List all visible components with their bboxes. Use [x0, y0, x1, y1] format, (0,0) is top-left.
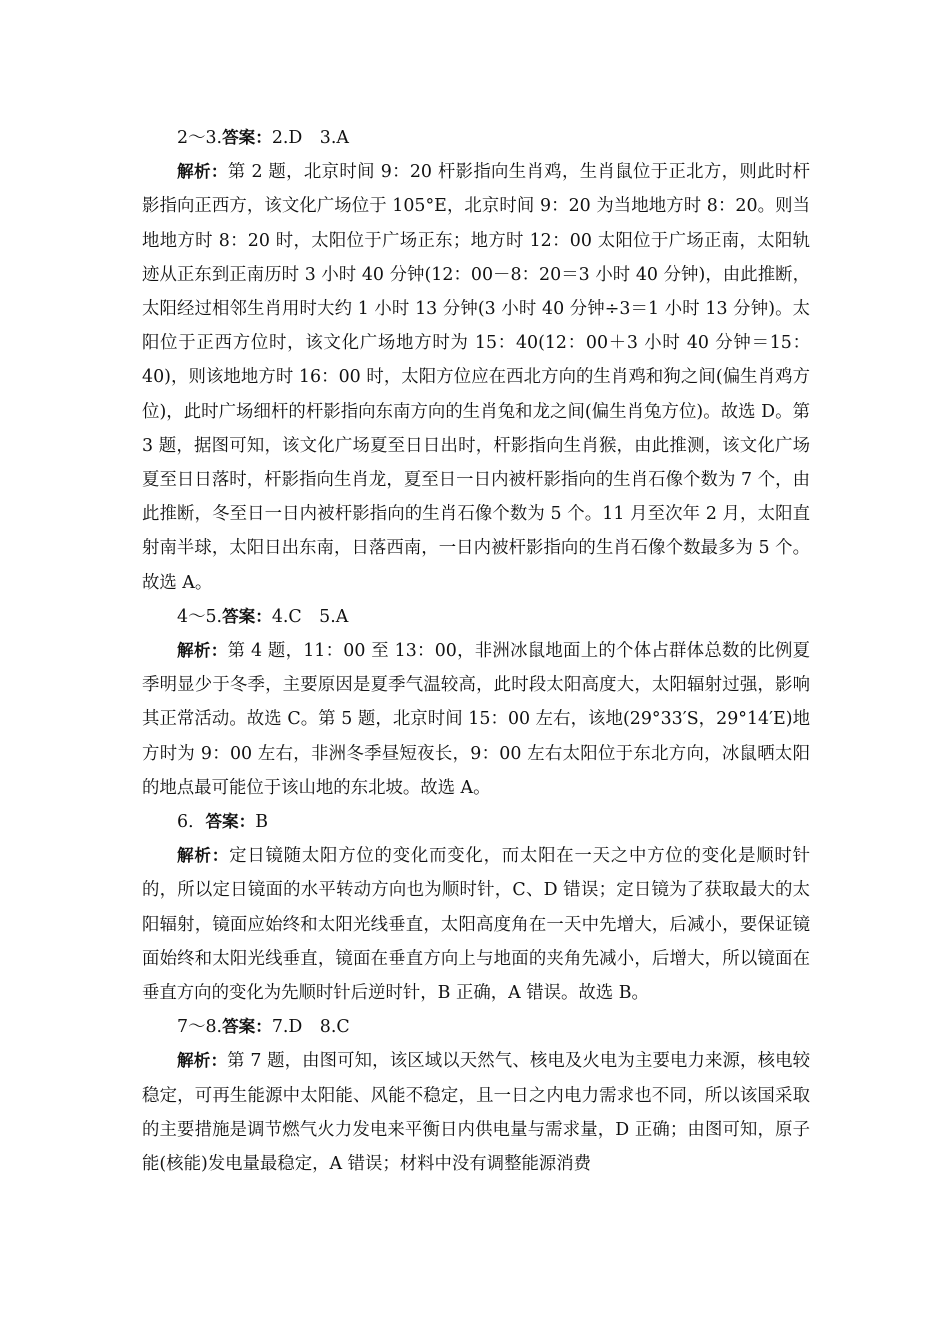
answer-value: 2.D 3.A: [271, 128, 349, 148]
answer-line-q6: [142, 805, 810, 839]
answer-label: 答案：: [205, 812, 256, 832]
answer-prefix: 6．: [177, 812, 206, 833]
answer-value: B: [255, 812, 269, 833]
answer-document: [142, 121, 810, 1181]
explanation-text: 第 2 题，北京时间 9：20 杆影指向生肖鸡，生肖鼠位于正北方，则此时杆影指向正西方，该文化广场位于 105°E，北京时间 9：20 为当地地方时 8：20。则当地地方时 8：20 时，太阳位于广场正东；地方时 12：00 太阳位于广场正南，太阳轨迹从正东到正南历时 3 小时 40 分钟(12：00－8：20＝3 小时 40 分钟)，由此推断，太阳经过相邻生肖用时大约 1 小时 13 分钟(3 小时 40 分钟÷3＝1 小时 13 分钟)。太阳位于正西方位时，该文化广场地方时为 15：40(12：00＋3 小时 40 分钟＝15：40)，则该地地方时 16：00 时，太阳方位应在西北方向的生肖鸡和狗之间(偏生肖鸡方位)，此时广场细杆的杆影指向东南方向的生肖兔和龙之间(偏生肖兔方位)。故选 D。第 3 题，据图可知，该文化广场夏至日日出时，杆影指向生肖猴，由此推测，该文化广场夏至日日落时，杆影指向生肖龙，夏至日一日内被杆影指向的生肖石像个数为 7 个，由此推断，冬至日一日内被杆影指向的生肖石像个数为 5 个。11 月至次年 2 月，太阳直射南半球，太阳日出东南，日落西南，一日内被杆影指向的生肖石像个数最多为 5 个。故选 A。: [142, 162, 811, 593]
explanation-text: 定日镜随太阳方位的变化而变化，而太阳在一天之中方位的变化是顺时针的，所以定日镜面的水平转动方向也为顺时针，C、D 错误；定日镜为了获取最大的太阳辐射，镜面应始终和太阳光线垂直，太阳高度角在一天中先增大，后减小，要保证镜面始终和太阳光线垂直，镜面在垂直方向上与地面的夹角先减小，后增大，所以镜面在垂直方向的变化为先顺时针后逆时针，B 正确，A 错误。故选 B。: [142, 846, 810, 1004]
answer-label: 答案：: [222, 1017, 272, 1037]
explanation-q4-5: [142, 634, 810, 805]
explanation-q7-8: [142, 1044, 810, 1181]
explanation-text: 第 4 题，11：00 至 13：00，非洲冰鼠地面上的个体占群体总数的比例夏季明显少于冬季，主要原因是夏季气温较高，此时段太阳高度大，太阳辐射过强，影响其正常活动。故选 C。第 5 题，北京时间 15：00 左右，该地(29°33′S，29°14′E)地方时为 9：00 左右，非洲冬季昼短夜长，9：00 左右太阳位于东北方向，冰鼠晒太阳的地点最可能位于该山地的东北坡。故选 A。: [142, 641, 811, 798]
answer-line-q2-3: [142, 121, 810, 155]
answer-value: 4.C 5.A: [271, 606, 349, 627]
answer-prefix: 7～8.: [177, 1017, 223, 1038]
answer-prefix: 2～3.: [177, 128, 223, 148]
answer-label: 答案：: [222, 128, 272, 147]
explanation-q6: [142, 839, 810, 1010]
explanation-label: 解析：: [177, 162, 228, 182]
answer-line-q4-5: [142, 600, 810, 634]
answer-label: 答案：: [222, 606, 272, 626]
answer-value: 7.D 8.C: [271, 1017, 350, 1038]
explanation-label: 解析：: [177, 1051, 228, 1071]
explanation-text: 第 7 题，由图可知，该区域以天然气、核电及火电为主要电力来源，核电较稳定，可再生能源中太阳能、风能不稳定，且一日之内电力需求也不同，所以该国采取的主要措施是调节燃气火力发电来平衡日内供电量与需求量，D 正确；由图可知，原子能(核能)发电量最稳定，A 错误；材料中没有调整能源消费: [142, 1051, 811, 1175]
explanation-label: 解析：: [177, 641, 228, 661]
answer-prefix: 4～5.: [177, 606, 223, 627]
answer-line-q7-8: [142, 1010, 810, 1044]
explanation-label: 解析：: [177, 846, 230, 866]
explanation-q2-3: [142, 155, 810, 600]
